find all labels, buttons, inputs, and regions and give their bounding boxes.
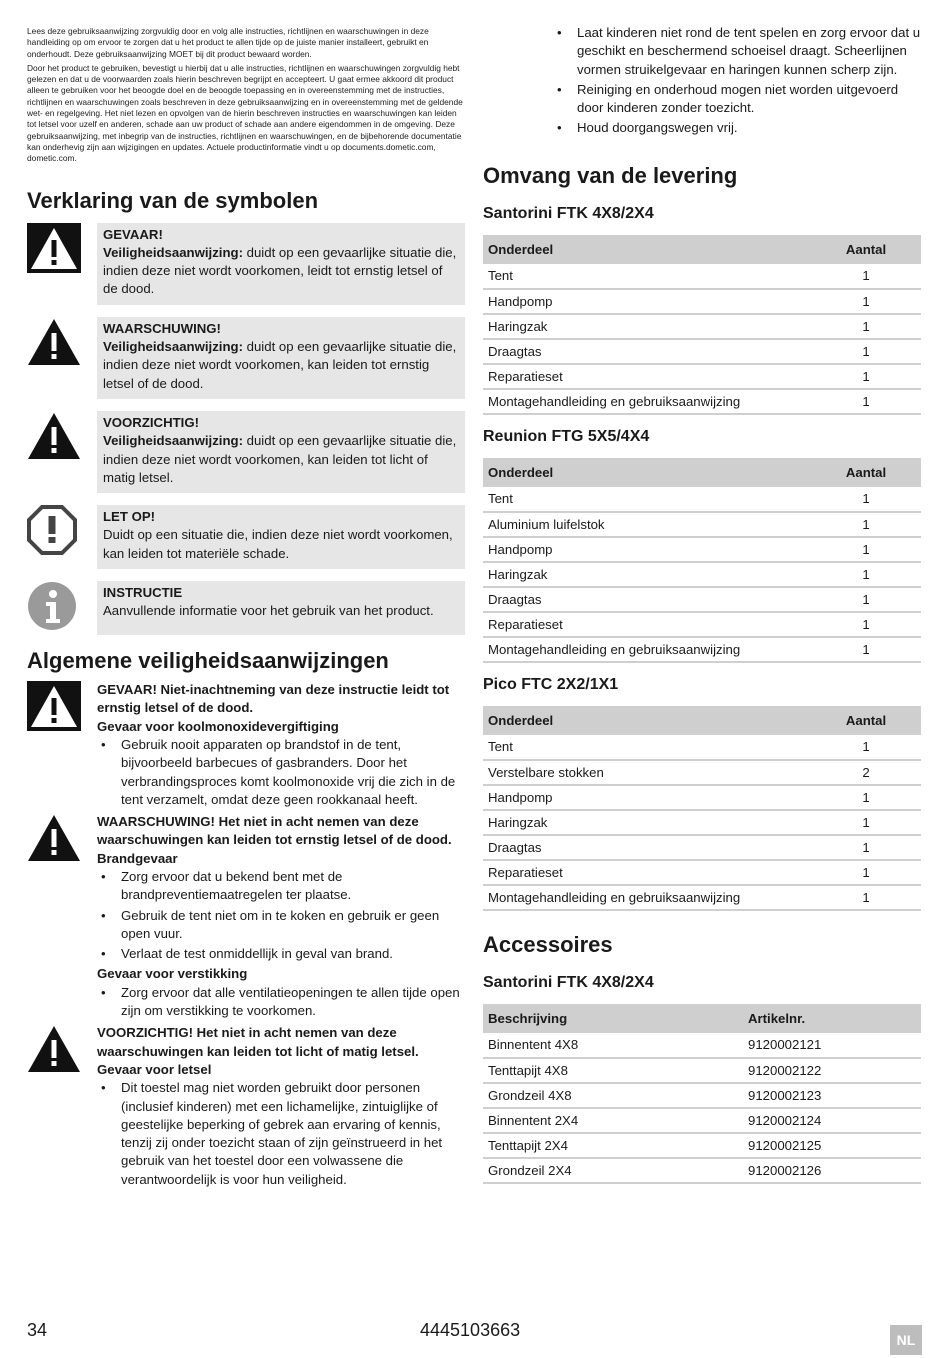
language-badge: NL: [890, 1325, 922, 1355]
symbols-heading: Verklaring van de symbolen: [27, 187, 319, 213]
description-cell: Tenttapijt 2X4: [483, 1133, 743, 1158]
part-cell: Aluminium luifelstok: [483, 512, 811, 537]
table-row: [483, 760, 921, 785]
part-cell: Tent: [483, 735, 811, 760]
table-row: [483, 1058, 921, 1083]
list-item: • Laat kinderen niet rond de tent spelen en zorg ervoor dat u geschikt en beschermend schoeisel draagt. Scheerlijnen vormen struikelgevaar en haringen kunnen scherp zijn.: [553, 24, 921, 79]
accessories-product-title: Santorini FTK 4X8/2X4: [483, 973, 654, 991]
table-row: [483, 1133, 921, 1158]
article-number-cell: 9120002124: [743, 1108, 921, 1133]
part-cell: Reparatieset: [483, 364, 811, 389]
warning-fire-bullets: [97, 868, 465, 963]
column-header-part: Onderdeel: [483, 458, 811, 487]
left-column: [27, 26, 465, 1191]
table-header-row: [483, 1004, 921, 1033]
table-row: [483, 537, 921, 562]
quantity-cell: 1: [811, 735, 921, 760]
symbol-row: [27, 411, 465, 493]
warning-triangle-icon: [27, 813, 81, 1022]
delivery-heading: Omvang van de levering: [483, 162, 738, 188]
delivery-product-title: Reunion FTG 5X5/4X4: [483, 427, 650, 445]
symbol-description: [97, 411, 465, 493]
part-cell: Haringzak: [483, 810, 811, 835]
table-row: [483, 1108, 921, 1133]
table-row: [483, 1033, 921, 1058]
table-row: [483, 1158, 921, 1183]
part-cell: Handpomp: [483, 785, 811, 810]
description-cell: Binnentent 4X8: [483, 1033, 743, 1058]
danger-title: GEVAAR! Niet-inachtneming van deze instructie leidt tot ernstig letsel of de dood.: [97, 682, 450, 716]
list-item: • Gebruik de tent niet om in te koken en gebruik er geen open vuur.: [97, 907, 465, 944]
accessories-heading: Accessoires: [483, 931, 613, 957]
column-header-quantity: Aantal: [811, 706, 921, 735]
caution-triangle-icon: [27, 1024, 81, 1191]
column-header-part: Onderdeel: [483, 235, 811, 264]
quantity-cell: 2: [811, 760, 921, 785]
part-cell: Haringzak: [483, 562, 811, 587]
warning-subheading-fire: Brandgevaar: [97, 850, 178, 866]
quantity-cell: 1: [811, 562, 921, 587]
quantity-cell: 1: [811, 835, 921, 860]
table-header-row: [483, 235, 921, 264]
part-cell: Draagtas: [483, 835, 811, 860]
symbol-lead: Veiligheidsaanwijzing:: [103, 339, 243, 355]
delivery-groups: [483, 204, 921, 911]
description-cell: Tenttapijt 4X8: [483, 1058, 743, 1083]
list-item: • Reiniging en onderhoud mogen niet worden uitgevoerd door kinderen zonder toezicht.: [553, 81, 921, 118]
symbol-text: Veiligheidsaanwijzing: duidt op een gevaarlijke situatie die, indien deze niet wordt voorkomen, leidt tot ernstig letsel of de dood.: [103, 244, 457, 297]
table-row: [483, 339, 921, 364]
quantity-cell: 1: [811, 389, 921, 414]
info-circle-icon: [27, 581, 81, 635]
article-number-cell: 9120002121: [743, 1033, 921, 1058]
table-row: [483, 512, 921, 537]
quantity-cell: 1: [811, 339, 921, 364]
part-cell: Montagehandleiding en gebruiksaanwijzing: [483, 885, 811, 910]
table-row: [483, 835, 921, 860]
table-row: [483, 810, 921, 835]
warning-block: [27, 813, 465, 1022]
symbol-row: [27, 581, 465, 635]
symbol-title: GEVAAR!: [103, 226, 163, 242]
table-row: [483, 637, 921, 662]
danger-block: [27, 681, 465, 811]
quantity-cell: 1: [811, 637, 921, 662]
quantity-cell: 1: [811, 537, 921, 562]
table-row: [483, 314, 921, 339]
list-item: • Zorg ervoor dat u bekend bent met de brandpreventiemaatregelen ter plaatse.: [97, 868, 465, 905]
part-cell: Verstelbare stokken: [483, 760, 811, 785]
symbol-description: [97, 317, 465, 399]
list-item: • Zorg ervoor dat alle ventilatieopeningen te allen tijde open zijn om verstikking te voorkomen.: [97, 984, 465, 1021]
list-item: • Dit toestel mag niet worden gebruikt door personen (inclusief kinderen) met een lichamelijke, zintuiglijke of geestelijke beperking of gebrek aan ervaring of kennis, tenzij zij onder toezicht staan of zijn geïnstrueerd in het gebruik van het toestel door een volwassene die verantwoordelijk is voor hun veiligheid.: [97, 1079, 465, 1189]
symbol-description: [97, 581, 465, 635]
part-cell: Tent: [483, 487, 811, 512]
delivery-product-title: Pico FTC 2X2/1X1: [483, 675, 619, 693]
intro-text: [27, 26, 465, 165]
table-row: [483, 612, 921, 637]
table-row: [483, 264, 921, 289]
quantity-cell: 1: [811, 587, 921, 612]
column-header-quantity: Aantal: [811, 235, 921, 264]
delivery-table: [483, 458, 921, 663]
warning-triangle-icon: [27, 317, 81, 371]
caution-subheading: Gevaar voor letsel: [97, 1061, 212, 1077]
table-row: [483, 587, 921, 612]
symbol-text: Duidt op een situatie die, indien deze niet wordt voorkomen, kan leiden tot materiële schade.: [103, 527, 453, 561]
article-number-cell: 9120002125: [743, 1133, 921, 1158]
table-row: [483, 860, 921, 885]
danger-bullets: [97, 736, 465, 809]
quantity-cell: 1: [811, 314, 921, 339]
part-cell: Reparatieset: [483, 860, 811, 885]
symbol-row: [27, 223, 465, 305]
symbol-row: [27, 317, 465, 399]
description-cell: Grondzeil 4X8: [483, 1083, 743, 1108]
list-item: • Houd doorgangswegen vrij.: [553, 119, 921, 137]
quantity-cell: 1: [811, 860, 921, 885]
quantity-cell: 1: [811, 487, 921, 512]
list-item: • Gebruik nooit apparaten op brandstof in de tent, bijvoorbeeld barbecues of gasbranders. Door het verbrandingsproces komt koolmonoxide vrij die zich in de tent verzamelt, omdat deze geen rookkanaal heeft.: [97, 736, 465, 809]
danger-triangle-icon: [27, 223, 81, 277]
right-column: [483, 24, 921, 1184]
list-item: • Verlaat de test onmiddellijk in geval van brand.: [97, 945, 465, 963]
table-row: [483, 885, 921, 910]
table-row: [483, 487, 921, 512]
symbol-text: Aanvullende informatie voor het gebruik van het product.: [103, 603, 434, 619]
table-row: [483, 1083, 921, 1108]
delivery-table: [483, 706, 921, 911]
quantity-cell: 1: [811, 512, 921, 537]
quantity-cell: 1: [811, 885, 921, 910]
article-number-cell: 9120002126: [743, 1158, 921, 1183]
warning-subheading-suffocation: Gevaar voor verstikking: [97, 966, 248, 982]
symbol-lead: Veiligheidsaanwijzing:: [103, 244, 243, 260]
intro-paragraph-2: Door het product te gebruiken, bevestigt u hierbij dat u alle instructies, richtlijnen en waarschuwingen zorgvuldig hebt gelezen en dat u de voorwaarden zoals hierin beschreven begrijpt en accepteert. U gaat ermee akkoord dit product alleen te gebruiken voor het beoogde doel en de beoogde toepassing en in overeenstemming met de instructies, richtlijnen en waarschuwingen zoals beschreven in deze gebruiksaanwijzing en in overeenstemming met de geldende wet- en regelgeving. Het niet lezen en opvolgen van de hierin beschreven instructies en waarschuwingen kan leiden tot letsel voor uzelf en anderen, schade aan uw product of schade aan andere eigendommen in de omgeving. Deze gebruiksaanwijzing, met inbegrip van de instructies, richtlijnen en waarschuwingen, en de bijbehorende documentatie kan onderhevig zijn aan wijzigingen en updates. Actuele productinformatie vindt u op documents.dometic.com, dometic.com.: [27, 62, 463, 164]
part-cell: Tent: [483, 264, 811, 289]
caution-bullets: [97, 1079, 465, 1189]
quantity-cell: 1: [811, 264, 921, 289]
warning-suffocation-bullets: [97, 984, 465, 1021]
danger-subheading: Gevaar voor koolmonoxidevergiftiging: [97, 718, 339, 734]
table-row: [483, 735, 921, 760]
table-row: [483, 562, 921, 587]
column-header-description: Beschrijving: [483, 1004, 743, 1033]
symbol-title: VOORZICHTIG!: [103, 414, 199, 430]
table-header-row: [483, 706, 921, 735]
notice-octagon-icon: [27, 505, 81, 559]
delivery-table: [483, 235, 921, 415]
table-row: [483, 785, 921, 810]
document-code: 4445103663: [420, 1320, 521, 1340]
warning-title: WAARSCHUWING! Het niet in acht nemen van deze waarschuwingen kan leiden tot ernstig letsel of de dood.: [97, 814, 452, 848]
delivery-product-title: Santorini FTK 4X8/2X4: [483, 204, 654, 222]
symbol-title: LET OP!: [103, 509, 156, 525]
quantity-cell: 1: [811, 364, 921, 389]
description-cell: Grondzeil 2X4: [483, 1158, 743, 1183]
column-header-quantity: Aantal: [811, 458, 921, 487]
quantity-cell: 1: [811, 810, 921, 835]
caution-triangle-icon: [27, 411, 81, 465]
safety-heading: Algemene veiligheidsaanwijzingen: [27, 648, 389, 674]
symbol-title: WAARSCHUWING!: [103, 320, 221, 336]
quantity-cell: 1: [811, 289, 921, 314]
danger-triangle-icon: [27, 681, 81, 811]
article-number-cell: 9120002123: [743, 1083, 921, 1108]
symbol-row: [27, 505, 465, 569]
symbol-text: Veiligheidsaanwijzing: duidt op een gevaarlijke situatie die, indien deze niet wordt voorkomen, kan leiden tot ernstig letsel of de dood.: [103, 339, 457, 391]
table-row: [483, 389, 921, 414]
quantity-cell: 1: [811, 785, 921, 810]
symbol-description: [97, 223, 465, 305]
description-cell: Binnentent 2X4: [483, 1108, 743, 1133]
article-number-cell: 9120002122: [743, 1058, 921, 1083]
symbol-title: INSTRUCTIE: [103, 585, 183, 601]
part-cell: Reparatieset: [483, 612, 811, 637]
part-cell: Draagtas: [483, 587, 811, 612]
continued-bullets: [553, 24, 921, 138]
column-header-part: Onderdeel: [483, 706, 811, 735]
part-cell: Montagehandleiding en gebruiksaanwijzing: [483, 389, 811, 414]
caution-title: VOORZICHTIG! Het niet in acht nemen van deze waarschuwingen kan leiden tot licht of matig letsel.: [97, 1025, 419, 1059]
symbols-list: [27, 223, 465, 635]
table-header-row: [483, 458, 921, 487]
symbol-text: Veiligheidsaanwijzing: duidt op een gevaarlijke situatie die, indien deze niet wordt voorkomen, kan leiden tot licht of matig letsel.: [103, 433, 457, 485]
quantity-cell: 1: [811, 612, 921, 637]
part-cell: Handpomp: [483, 537, 811, 562]
part-cell: Haringzak: [483, 314, 811, 339]
part-cell: Handpomp: [483, 289, 811, 314]
accessories-table: [483, 1004, 921, 1184]
page-number: 34: [27, 1320, 48, 1340]
part-cell: Montagehandleiding en gebruiksaanwijzing: [483, 637, 811, 662]
caution-block: [27, 1024, 465, 1191]
symbol-lead: Veiligheidsaanwijzing:: [103, 433, 243, 449]
column-header-article: Artikelnr.: [743, 1004, 921, 1033]
intro-paragraph-1: Lees deze gebruiksaanwijzing zorgvuldig door en volg alle instructies, richtlijnen en waarschuwingen in deze handleiding op om ervoor te zorgen dat u het product te allen tijde op de juiste manier installeert, gebruikt en onderhoudt. Deze gebruiksaanwijzing MOET bij dit product bewaard worden.: [27, 26, 429, 59]
part-cell: Draagtas: [483, 339, 811, 364]
symbol-description: [97, 505, 465, 569]
table-row: [483, 364, 921, 389]
table-row: [483, 289, 921, 314]
